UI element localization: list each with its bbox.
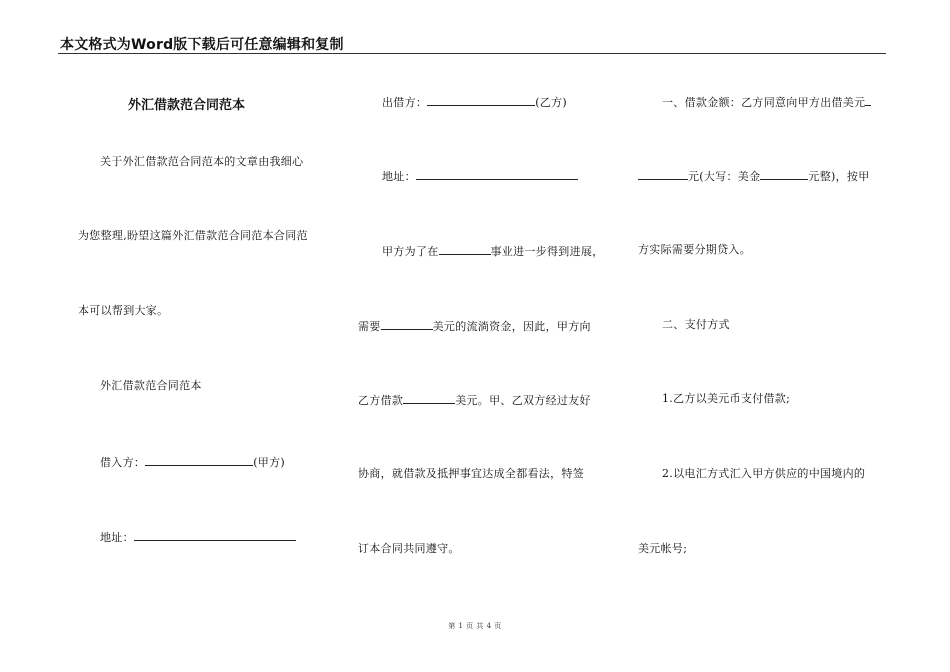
- contract-title: 外汇借款范合同范本: [128, 98, 246, 113]
- intro-line-3: 本可以帮到大家。: [78, 304, 169, 317]
- lender-blank: [427, 94, 535, 106]
- section1-blank-1: [865, 94, 871, 106]
- section1-text-2a: 元(大写：美金: [688, 170, 761, 183]
- section1-text-1: 一、借款金额：乙方同意向甲方出借美元: [662, 96, 866, 109]
- lender-suffix: (乙方): [535, 96, 567, 109]
- section2-item-3: 美元帐号;: [638, 542, 688, 555]
- borrower-suffix: (甲方): [253, 456, 285, 469]
- p1-blank: [439, 243, 491, 255]
- lender-address-blank: [416, 168, 578, 180]
- paragraph-line-3: [358, 392, 591, 408]
- page-number: 第 1 页 共 4 页: [448, 622, 502, 630]
- p2-text-b: 美元的流淌资金，因此，甲方向: [432, 320, 591, 333]
- intro-line-2: 为您整理,盼望这篇外汇借款范合同范本合同范: [78, 229, 308, 242]
- paragraph-line-1: [382, 243, 604, 259]
- borrower-address-label: 地址：: [100, 531, 134, 544]
- lender-address-label: 地址：: [382, 170, 416, 183]
- p2-blank: [381, 318, 433, 330]
- p3-text-a: 乙方借款: [358, 394, 404, 407]
- section1-line-1: [662, 94, 871, 110]
- paragraph-line-5: 订本合同共同遵守。: [358, 542, 460, 555]
- lender-label: 出借方：: [382, 96, 428, 109]
- section2-item-1: 1.乙方以美元币支付借款;: [662, 392, 791, 405]
- lender-address-line: [382, 168, 578, 184]
- p3-blank: [403, 392, 455, 404]
- column-3: [635, 0, 895, 672]
- p1-text-a: 甲方为了在: [382, 245, 439, 258]
- borrower-label: 借入方：: [100, 456, 146, 469]
- contract-subtitle: 外汇借款范合同范本: [100, 379, 202, 392]
- section1-line-3: 方实际需要分期贷入。: [638, 243, 751, 256]
- p1-text-b: 事业进一步得到进展，: [490, 245, 604, 258]
- column-1: [70, 0, 325, 672]
- section1-text-2b: 元整)，按甲: [808, 170, 870, 183]
- p3-text-b: 美元。甲、乙双方经过友好: [455, 394, 591, 407]
- document-banner: 本文格式为Word版下载后可任意编辑和复制: [60, 37, 344, 53]
- intro-line-1: 关于外汇借款范合同范本的文章由我细心: [100, 155, 304, 168]
- borrower-blank: [145, 454, 253, 466]
- amount-words-blank: [760, 168, 808, 180]
- column-2: [355, 0, 620, 672]
- borrower-address-line: [100, 529, 296, 545]
- paragraph-line-2: [358, 318, 591, 334]
- lender-line: [382, 94, 567, 110]
- borrower-address-blank: [134, 529, 296, 541]
- amount-blank: [638, 168, 688, 180]
- borrower-line: [100, 454, 285, 470]
- section2-title: 二、支付方式: [662, 318, 730, 331]
- paragraph-line-4: 协商，就借款及抵押事宜达成全都看法，特签: [358, 467, 584, 480]
- section1-line-2: [638, 168, 870, 184]
- p2-text-a: 需要: [358, 320, 381, 333]
- section2-item-2: 2.以电汇方式汇入甲方供应的中国境内的: [662, 467, 866, 480]
